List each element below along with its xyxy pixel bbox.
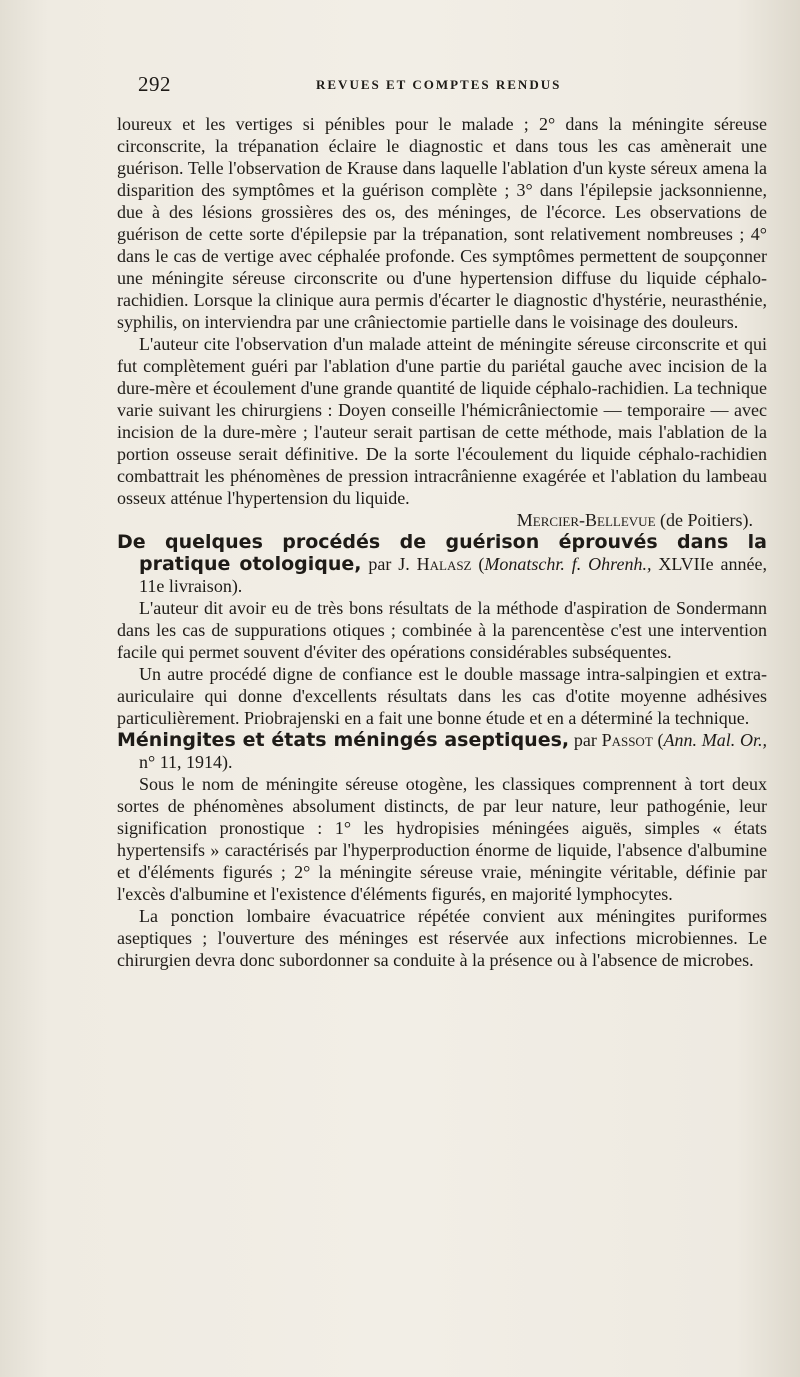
heading-text: par J. xyxy=(361,554,417,574)
heading-text: ( xyxy=(471,554,485,574)
page-header xyxy=(138,72,768,100)
heading-text: par xyxy=(569,730,602,750)
paragraph: L'auteur cite l'observation d'un malade atteint de méningite séreuse circonscrite et qui fut complètement guéri par l'ablation d'une partie du pariétal gauche avec incision de la dure-mère et écoulement d'une grande quantité de liquide céphalo-rachidien. La technique varie suivant les chirurgiens : Doyen conseille l'hémicrâniectomie — temporaire — avec incision de la dure-mère ; l'auteur serait partisan de cette méthode, mais l'ablation de la portion osseuse serait définitive. De la sorte l'écoulement du liquide céphalo-rachidien combattrait les phénomènes de pression intracrânienne exagérée et l'ablation du lambeau osseux atténue l'hypertension du liquide. xyxy=(117,334,767,508)
journal-reference: Monatschr. f. Ohrenh., xyxy=(484,554,652,574)
paragraph: loureux et les vertiges si pénibles pour le malade ; 2° dans la méningite séreuse circonscrite, la trépanation éclaire le diagnostic et dans tous les cas amènerait une guérison. Telle l'observation de Krause dans laquelle l'ablation d'un kyste séreux amena la disparition des symptômes et la guérison complète ; 3° dans l'épilepsie jacksonnienne, due à des lésions grossières des os, des méninges, de l'écorce. Les observations de guérison de cette sorte d'épilepsie par la trépanation, sont relativement nombreuses ; 4° dans le cas de vertige avec céphalée profonde. Ces symptômes permettent de soupçonner une méningite séreuse circonscrite ou d'une hypertension diffuse du liquide céphalo-rachidien. Lorsque la clinique aura permis d'écarter le diagnostic d'hystérie, neurasthénie, syphilis, on interviendra par une crâniectomie partielle dans le voisinage des douleurs. xyxy=(117,114,767,332)
paragraph: Sous le nom de méningite séreuse otogène, les classiques comprennent à tort deux sortes de phénomènes absolument distincts, de par leur nature, leur pathogénie, leur signification pronostique : 1° les hydropisies méningées aiguës, simples « états hypertensifs » caractérisés par l'hyperproduction énorme de liquide, l'absence d'albumine et d'éléments figurés ; 2° la méningite séreuse vraie, méningite véritable, définie par l'excès d'albumine et l'existence d'éléments figurés, en majorité lymphocytes. xyxy=(117,774,767,904)
section-heading xyxy=(117,729,767,773)
signature-place: (de Poitiers). xyxy=(655,510,753,530)
paragraph: Un autre procédé digne de confiance est le double massage intra-salpingien et extra-auriculaire qui donne d'excellents résultats dans les cas d'otite moyenne adhésives particulièrement. Priobrajenski en a fait une bonne étude et en a déterminé la technique. xyxy=(117,664,767,728)
page-number: 292 xyxy=(138,72,171,96)
section-title: De quelques procédés de guérison éprouvés dans la pratique otologique, xyxy=(117,531,767,575)
heading-text: n° 11, 1914). xyxy=(139,752,233,772)
paragraph: L'auteur dit avoir eu de très bons résultats de la méthode d'aspiration de Sondermann dans les cas de suppurations otiques ; combinée à la parencentèse c'est une intervention facile qui permet souvent d'éviter des opérations considérables subséquentes. xyxy=(117,598,767,662)
journal-reference: Ann. Mal. Or., xyxy=(663,730,767,750)
heading-text: XLVIIe année, 11e livraison). xyxy=(139,554,767,596)
paragraph: La ponction lombaire évacuatrice répétée convient aux méningites puriformes aseptiques ; l'ouverture des méninges est réservée aux infections microbiennes. Le chirurgien devra donc subordonner sa conduite à la présence ou à l'absence de microbes. xyxy=(117,906,767,970)
section-author: Halasz xyxy=(416,554,472,574)
heading-text: ( xyxy=(652,730,664,750)
review-signature xyxy=(117,509,767,531)
section-author: Passot xyxy=(601,730,653,750)
section-heading xyxy=(117,531,767,597)
body-text xyxy=(117,113,767,971)
signature-name: Mercier-Bellevue xyxy=(516,510,656,530)
section-title: Méningites et états méningés aseptiques, xyxy=(117,729,570,751)
running-title: REVUES ET COMPTES RENDUS xyxy=(316,77,562,92)
